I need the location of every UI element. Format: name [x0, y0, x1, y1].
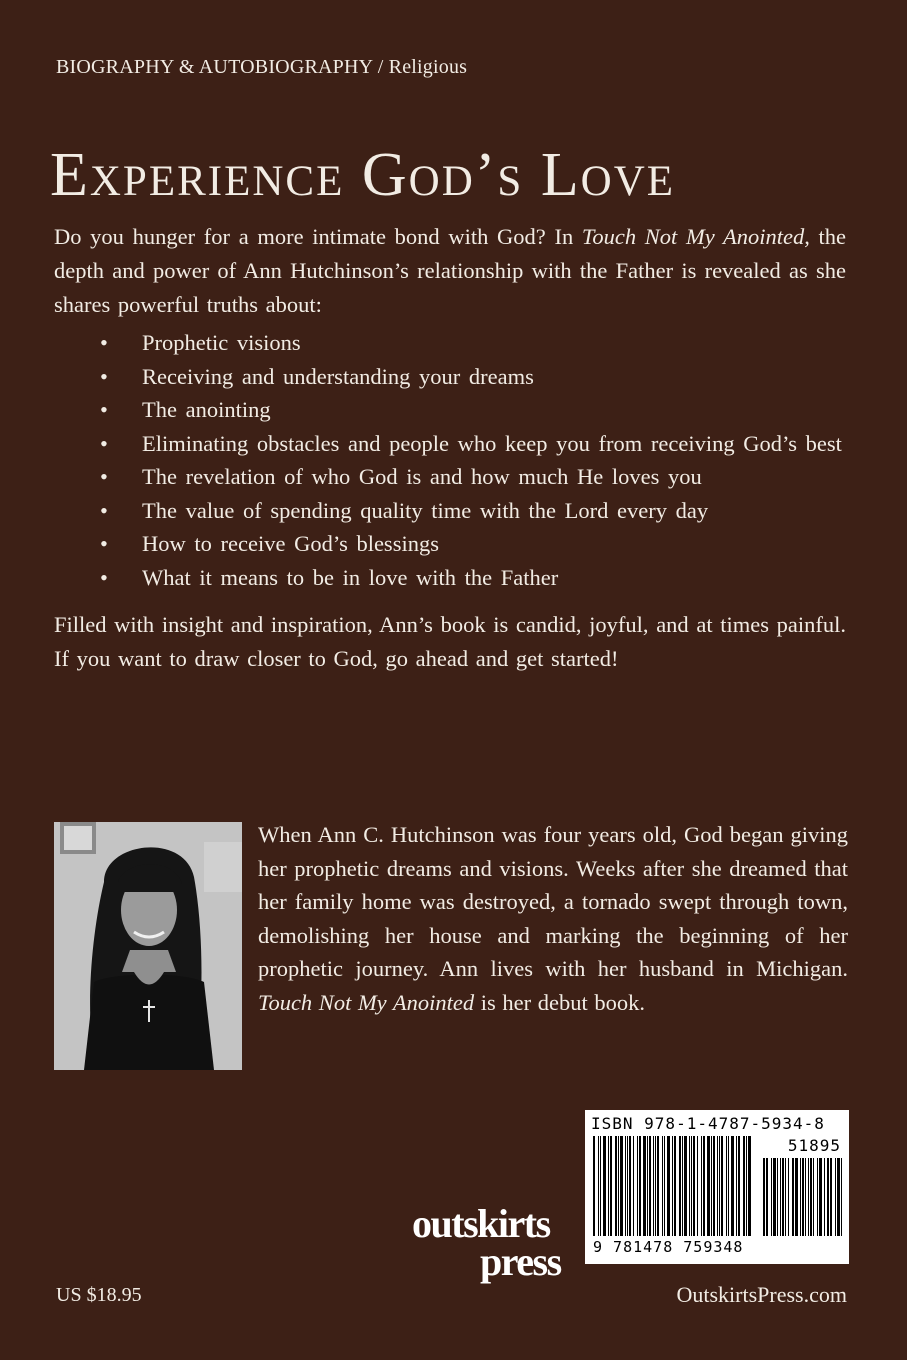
headline: Experience God’s Love [50, 141, 676, 209]
publisher-logo-line2: press [480, 1239, 561, 1284]
barcode-bar [763, 1158, 765, 1236]
barcode-bar [726, 1136, 727, 1236]
barcode-bar [802, 1158, 804, 1236]
barcode-bar [800, 1158, 801, 1236]
barcode-bar [633, 1136, 634, 1236]
bullet-icon: • [100, 497, 108, 523]
bullet-icon: • [100, 330, 108, 355]
author-photo [54, 822, 242, 1070]
intro-paragraph [54, 220, 846, 322]
barcode-bar [810, 1158, 812, 1236]
barcode-bar [657, 1136, 659, 1236]
intro-book-title: Touch Not My Anointed, [581, 224, 810, 249]
barcode-bar [780, 1158, 781, 1236]
bio-text-2: is her debut book. [474, 989, 645, 1015]
bio-book-title: Touch Not My Anointed [258, 989, 475, 1015]
barcode-bar [653, 1136, 654, 1236]
barcode-bar [717, 1136, 718, 1236]
bullet-list [54, 326, 846, 594]
isbn-number: ISBN 978-1-4787-5934-8 [591, 1114, 825, 1133]
barcode-bar [748, 1136, 751, 1236]
bullet-icon: • [100, 564, 108, 590]
price: US $18.95 [56, 1284, 142, 1306]
list-item: • Receiving and understanding your dreams [54, 360, 846, 394]
barcode-bar [743, 1136, 745, 1236]
barcode-bar [655, 1136, 656, 1236]
blurb [54, 220, 846, 676]
barcode-bar [792, 1158, 794, 1236]
barcode-bar [649, 1136, 651, 1236]
barcode-bar [731, 1136, 734, 1236]
barcode-bar [639, 1136, 641, 1236]
barcode-bar [788, 1158, 789, 1236]
list-item: • The value of spending quality time with the Lord every day [54, 494, 846, 528]
barcode-bar [711, 1136, 712, 1236]
barcode-bar [785, 1158, 786, 1236]
publisher-logo [412, 1200, 572, 1284]
barcode-bar [600, 1136, 601, 1236]
barcode-bar [746, 1136, 747, 1236]
author-portrait-image [54, 822, 242, 1070]
barcode-bar [773, 1158, 776, 1236]
barcode-bar [827, 1158, 829, 1236]
barcode-bar [664, 1136, 665, 1236]
bullet-icon: • [100, 430, 108, 456]
barcode-bar [618, 1136, 619, 1236]
barcode-bar [693, 1136, 695, 1236]
barcode-bar [782, 1158, 784, 1236]
barcode-bar [808, 1158, 809, 1236]
barcode-bar [647, 1136, 648, 1236]
barcode-bar [629, 1136, 631, 1236]
barcode-bar [684, 1136, 687, 1236]
outro-paragraph: Filled with insight and inspiration, Ann’s book is candid, joyful, and at times painful. If you want to draw closer to God, go ahead and get started! [54, 612, 846, 671]
barcode-bar [707, 1136, 710, 1236]
bullet-icon: • [100, 464, 108, 489]
author-bio [258, 818, 848, 1019]
list-item: • Prophetic visions [54, 326, 846, 360]
barcode-bar [766, 1158, 768, 1236]
barcode-bar [593, 1136, 595, 1236]
isbn-barcode [585, 1110, 849, 1264]
barcode-bar [682, 1136, 683, 1236]
bullet-icon: • [100, 397, 108, 422]
barcode-bar [817, 1158, 818, 1236]
intro-text-1: Do you hunger for a more intimate bond with God? In [54, 224, 582, 249]
barcode-bar [721, 1136, 723, 1236]
barcode-bar [603, 1136, 606, 1236]
list-item: • The revelation of who God is and how much He loves you [54, 460, 846, 494]
bio-text-1: When Ann C. Hutchinson was four years old, God began giving her prophetic dreams and visions. Weeks after she dreamed that her family home was destroyed, a tornado swept through town, demolishing her house and marking the beginning of her prophetic journey. Ann lives with her husband in Michigan. [258, 822, 848, 981]
barcode-bar [805, 1158, 806, 1236]
barcode-bar [691, 1136, 692, 1236]
barcode-bar [608, 1136, 609, 1236]
barcode-bar [795, 1158, 798, 1236]
barcode-bar [819, 1158, 822, 1236]
publisher-website: OutskirtsPress.com [676, 1282, 847, 1307]
barcode-bar [598, 1136, 599, 1236]
barcode-bar [672, 1136, 673, 1236]
barcode-bar [830, 1158, 832, 1236]
barcode-bar [667, 1136, 670, 1236]
barcode-bar [637, 1136, 638, 1236]
list-item: • How to receive God’s blessings [54, 527, 846, 561]
barcode-bar [728, 1136, 729, 1236]
bullet-icon: • [100, 531, 108, 556]
list-item: • The anointing [54, 393, 846, 427]
barcode-bar [736, 1136, 737, 1236]
barcode-bar [620, 1136, 623, 1236]
intro-text-2: the depth and power of Ann Hutchinson’s relationship with the Father is revealed as she shares powerful truths about: [54, 224, 846, 317]
barcode-bar [615, 1136, 617, 1236]
barcode-bar [837, 1158, 840, 1236]
barcode-bar [643, 1136, 646, 1236]
barcode-bar [771, 1158, 772, 1236]
barcode-bar [627, 1136, 628, 1236]
barcode-bar [738, 1136, 740, 1236]
barcode-bar [777, 1158, 778, 1236]
barcode-bar [824, 1158, 825, 1236]
barcode-bar [841, 1158, 842, 1236]
bullet-icon: • [100, 363, 108, 389]
barcode-bar [835, 1158, 836, 1236]
category-label: BIOGRAPHY & AUTOBIOGRAPHY / Religious [56, 56, 468, 78]
barcode-bar [701, 1136, 702, 1236]
barcode-bar [689, 1136, 690, 1236]
barcode-bar [662, 1136, 663, 1236]
barcode-digits: 9 781478 759348 [593, 1238, 744, 1256]
barcode-bar [625, 1136, 626, 1236]
list-item: • Eliminating obstacles and people who keep you from receiving God’s best [54, 427, 846, 461]
barcode-bar [719, 1136, 720, 1236]
barcode-bar [679, 1136, 681, 1236]
list-item: • What it means to be in love with the Father [54, 561, 846, 595]
barcode-bar [697, 1136, 698, 1236]
barcode-bar [703, 1136, 705, 1236]
barcode-bar [813, 1158, 814, 1236]
publisher-logo-line1: outskirts [412, 1201, 550, 1246]
barcode-bar [674, 1136, 676, 1236]
price-code: 51895 [787, 1136, 841, 1155]
barcode-bar [610, 1136, 612, 1236]
barcode-bar [713, 1136, 715, 1236]
